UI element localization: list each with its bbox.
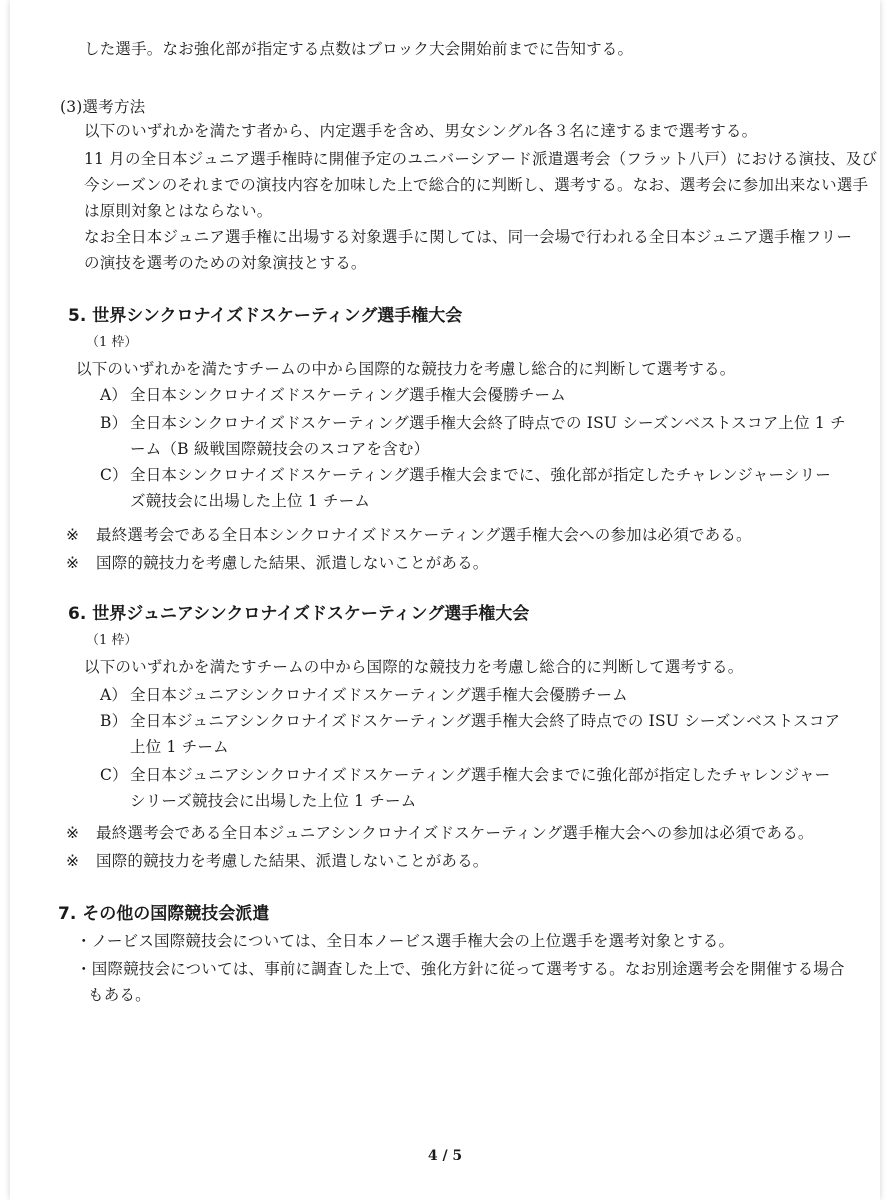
selection-method-line: なお全日本ジュニア選手権に出場する対象選手に関しては、同一会場で行われる全日本ジュニア選手権フリー xyxy=(84,228,853,246)
section-6-item-b-cont: 上位 1 チーム xyxy=(130,738,229,756)
item-marker: B） xyxy=(100,712,128,730)
section-6-note xyxy=(66,822,814,844)
item-marker: C） xyxy=(100,466,128,484)
item-text: 全日本シンクロナイズドスケーティング選手権大会までに、強化部が指定したチャレンジャーシリー xyxy=(130,466,832,484)
section-5-item-a xyxy=(100,384,566,406)
section-6-note xyxy=(66,850,489,872)
item-marker: B） xyxy=(100,414,128,432)
note-marker: ※ xyxy=(66,824,80,842)
section-5-heading: 5. 世界シンクロナイズドスケーティング選手権大会 xyxy=(68,306,463,326)
note-text: 最終選考会である全日本シンクロナイズドスケーティング選手権大会への参加は必須である。 xyxy=(96,526,752,544)
section-7-bullet: ・国際競技会については、事前に調査した上で、強化方針に従って選考する。なお別途選考会を開催する場合 xyxy=(76,960,845,978)
section-6-item-c-cont: シリーズ競技会に出場した上位 1 チーム xyxy=(130,792,417,810)
selection-method-line: 以下のいずれかを満たす者から、内定選手を含め、男女シングル各３名に達するまで選考する。 xyxy=(84,122,758,140)
section-5-note xyxy=(66,524,752,546)
section-6-slots: （1 枠） xyxy=(86,633,138,648)
item-text: 全日本ジュニアシンクロナイズドスケーティング選手権大会優勝チーム xyxy=(130,686,628,704)
section-6-item-a xyxy=(100,684,628,706)
note-text: 国際的競技力を考慮した結果、派遣しないことがある。 xyxy=(96,554,489,572)
selection-method-title: (3)選考方法 xyxy=(60,98,146,116)
section-5-item-b-cont: ーム（B 級戦国際競技会のスコアを含む） xyxy=(130,440,430,458)
section-5-slots: （1 枠） xyxy=(86,335,138,350)
section-6-item-c xyxy=(100,764,830,786)
item-text: 全日本シンクロナイズドスケーティング選手権大会優勝チーム xyxy=(130,386,566,404)
note-text: 国際的競技力を考慮した結果、派遣しないことがある。 xyxy=(96,852,489,870)
item-marker: A） xyxy=(100,686,128,704)
section-5-item-c-cont: ズ競技会に出場した上位 1 チーム xyxy=(130,492,371,510)
section-7-heading: 7. その他の国際競技会派遣 xyxy=(58,904,270,924)
selection-method-line: 11 月の全日本ジュニア選手権時に開催予定のユニバーシアード派遣選考会（フラット八戸）における演技、及び xyxy=(84,150,878,168)
note-text: 最終選考会である全日本ジュニアシンクロナイズドスケーティング選手権大会への参加は必須である。 xyxy=(96,824,814,842)
section-6-item-b xyxy=(100,710,840,732)
section-7-bullet: ・ノービス国際競技会については、全日本ノービス選手権大会の上位選手を選考対象とする。 xyxy=(76,932,735,950)
section-5-item-b xyxy=(100,412,846,434)
section-5-note xyxy=(66,552,489,574)
note-marker: ※ xyxy=(66,554,80,572)
section-5-lead: 以下のいずれかを満たすチームの中から国際的な競技力を考慮し総合的に判断して選考する。 xyxy=(76,360,736,378)
section-5-item-c xyxy=(100,464,831,486)
intro-line: した選手。なお強化部が指定する点数はブロック大会開始前までに告知する。 xyxy=(84,40,634,58)
page-number: 4 / 5 xyxy=(427,1148,463,1164)
section-6-heading: 6. 世界ジュニアシンクロナイズドスケーティング選手権大会 xyxy=(68,604,530,624)
item-marker: A） xyxy=(100,386,128,404)
selection-method-line: は原則対象とはならない。 xyxy=(84,202,273,220)
item-marker: C） xyxy=(100,766,128,784)
item-text: 全日本ジュニアシンクロナイズドスケーティング選手権大会までに強化部が指定したチャレンジャー xyxy=(130,766,831,784)
item-text: 全日本シンクロナイズドスケーティング選手権大会終了時点での ISU シーズンベストスコア上位 1 チ xyxy=(130,414,846,432)
selection-method-line: の演技を選考のための対象演技とする。 xyxy=(84,254,367,272)
section-6-lead: 以下のいずれかを満たすチームの中から国際的な競技力を考慮し総合的に判断して選考する。 xyxy=(84,658,744,676)
section-7-bullet-cont: もある。 xyxy=(88,986,151,1004)
document-page xyxy=(10,0,880,1200)
note-marker: ※ xyxy=(66,852,80,870)
selection-method-line: 今シーズンのそれまでの演技内容を加味した上で総合的に判断し、選考する。なお、選考会に参加出来ない選手 xyxy=(84,176,869,194)
item-text: 全日本ジュニアシンクロナイズドスケーティング選手権大会終了時点での ISU シーズンベストスコア xyxy=(130,712,841,730)
note-marker: ※ xyxy=(66,526,80,544)
